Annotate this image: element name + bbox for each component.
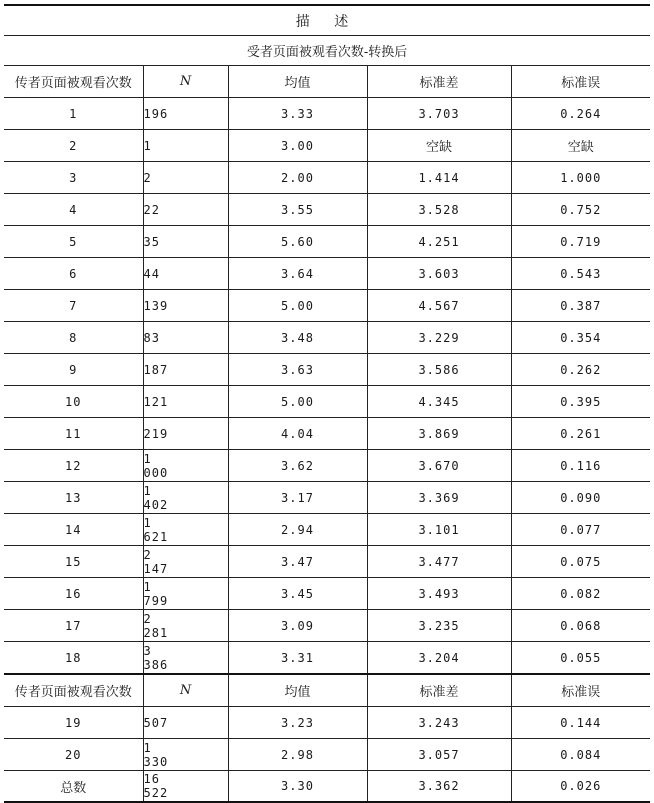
std-err-cell: 0.262 bbox=[511, 354, 650, 386]
std-err-cell: 0.752 bbox=[511, 194, 650, 226]
table-subtitle: 受者页面被观看次数-转换后 bbox=[4, 36, 650, 66]
std-dev-cell: 3.670 bbox=[367, 450, 511, 482]
std-err-cell: 0.144 bbox=[511, 707, 650, 739]
std-dev-cell: 4.251 bbox=[367, 226, 511, 258]
std-err-cell: 0.090 bbox=[511, 482, 650, 514]
mean-cell: 3.45 bbox=[228, 578, 367, 610]
n-cell: 83 bbox=[143, 322, 228, 354]
mean-cell: 3.62 bbox=[228, 450, 367, 482]
std-err-cell: 空缺 bbox=[511, 130, 650, 162]
std-err-cell: 0.395 bbox=[511, 386, 650, 418]
std-dev-cell: 4.345 bbox=[367, 386, 511, 418]
n-cell: 3 386 bbox=[143, 642, 228, 675]
table-row bbox=[4, 354, 650, 386]
mean-cell: 3.17 bbox=[228, 482, 367, 514]
views-cell: 12 bbox=[4, 450, 143, 482]
mean-cell: 2.94 bbox=[228, 514, 367, 546]
mean-cell: 2.00 bbox=[228, 162, 367, 194]
std-err-cell: 0.084 bbox=[511, 739, 650, 771]
n-cell: 187 bbox=[143, 354, 228, 386]
std-err-cell: 0.026 bbox=[511, 771, 650, 803]
std-err-cell: 0.082 bbox=[511, 578, 650, 610]
std-err-cell: 1.000 bbox=[511, 162, 650, 194]
n-cell: 1 402 bbox=[143, 482, 228, 514]
table-subtitle-row bbox=[4, 36, 650, 66]
n-cell: 1 621 bbox=[143, 514, 228, 546]
table-row bbox=[4, 290, 650, 322]
column-header-std-dev: 标准差 bbox=[367, 674, 511, 707]
mean-cell: 5.00 bbox=[228, 386, 367, 418]
table-row bbox=[4, 514, 650, 546]
table-row bbox=[4, 130, 650, 162]
mean-cell: 3.48 bbox=[228, 322, 367, 354]
std-dev-cell: 3.869 bbox=[367, 418, 511, 450]
table-row bbox=[4, 418, 650, 450]
n-cell: 16 522 bbox=[143, 771, 228, 803]
n-cell: 196 bbox=[143, 98, 228, 130]
std-err-cell: 0.719 bbox=[511, 226, 650, 258]
views-cell: 1 bbox=[4, 98, 143, 130]
views-cell: 20 bbox=[4, 739, 143, 771]
table-row bbox=[4, 98, 650, 130]
views-cell: 5 bbox=[4, 226, 143, 258]
std-dev-cell: 3.493 bbox=[367, 578, 511, 610]
std-err-cell: 0.354 bbox=[511, 322, 650, 354]
n-cell: 2 147 bbox=[143, 546, 228, 578]
column-header-std-dev: 标准差 bbox=[367, 66, 511, 98]
n-cell: 139 bbox=[143, 290, 228, 322]
std-dev-cell: 空缺 bbox=[367, 130, 511, 162]
std-err-cell: 0.543 bbox=[511, 258, 650, 290]
mean-cell: 5.60 bbox=[228, 226, 367, 258]
n-cell: 22 bbox=[143, 194, 228, 226]
n-cell: 2 bbox=[143, 162, 228, 194]
views-cell: 6 bbox=[4, 258, 143, 290]
views-cell: 10 bbox=[4, 386, 143, 418]
views-cell: 13 bbox=[4, 482, 143, 514]
std-dev-cell: 1.414 bbox=[367, 162, 511, 194]
table-row bbox=[4, 739, 650, 771]
views-cell: 11 bbox=[4, 418, 143, 450]
table-row bbox=[4, 482, 650, 514]
std-dev-cell: 3.528 bbox=[367, 194, 511, 226]
mean-cell: 3.23 bbox=[228, 707, 367, 739]
n-cell: 121 bbox=[143, 386, 228, 418]
std-err-cell: 0.261 bbox=[511, 418, 650, 450]
std-err-cell: 0.055 bbox=[511, 642, 650, 675]
table-row bbox=[4, 707, 650, 739]
column-header-std-err: 标准误 bbox=[511, 66, 650, 98]
column-header-mean: 均值 bbox=[228, 66, 367, 98]
views-cell: 2 bbox=[4, 130, 143, 162]
std-dev-cell: 3.362 bbox=[367, 771, 511, 803]
std-err-cell: 0.387 bbox=[511, 290, 650, 322]
std-dev-cell: 3.101 bbox=[367, 514, 511, 546]
std-dev-cell: 3.369 bbox=[367, 482, 511, 514]
std-dev-cell: 4.567 bbox=[367, 290, 511, 322]
views-cell: 15 bbox=[4, 546, 143, 578]
views-cell: 17 bbox=[4, 610, 143, 642]
views-cell: 9 bbox=[4, 354, 143, 386]
mean-cell: 3.47 bbox=[228, 546, 367, 578]
descriptive-statistics-table bbox=[4, 4, 650, 803]
table-row bbox=[4, 162, 650, 194]
column-header-n: N bbox=[143, 674, 228, 707]
n-cell: 1 bbox=[143, 130, 228, 162]
mean-cell: 3.31 bbox=[228, 642, 367, 675]
column-header-mean: 均值 bbox=[228, 674, 367, 707]
std-dev-cell: 3.703 bbox=[367, 98, 511, 130]
table-row bbox=[4, 642, 650, 675]
mean-cell: 3.33 bbox=[228, 98, 367, 130]
mean-cell: 2.98 bbox=[228, 739, 367, 771]
table-header-row-repeat bbox=[4, 674, 650, 707]
table-row bbox=[4, 226, 650, 258]
column-header-n: N bbox=[143, 66, 228, 98]
table-row bbox=[4, 386, 650, 418]
views-cell: 14 bbox=[4, 514, 143, 546]
n-cell: 35 bbox=[143, 226, 228, 258]
std-dev-cell: 3.243 bbox=[367, 707, 511, 739]
mean-cell: 3.63 bbox=[228, 354, 367, 386]
views-cell: 8 bbox=[4, 322, 143, 354]
std-dev-cell: 3.235 bbox=[367, 610, 511, 642]
views-cell: 4 bbox=[4, 194, 143, 226]
table-row bbox=[4, 546, 650, 578]
std-dev-cell: 3.477 bbox=[367, 546, 511, 578]
std-dev-cell: 3.603 bbox=[367, 258, 511, 290]
std-dev-cell: 3.229 bbox=[367, 322, 511, 354]
column-header-views: 传者页面被观看次数 bbox=[4, 674, 143, 707]
n-cell: 219 bbox=[143, 418, 228, 450]
total-row bbox=[4, 771, 650, 803]
n-cell: 1 000 bbox=[143, 450, 228, 482]
mean-cell: 4.04 bbox=[228, 418, 367, 450]
mean-cell: 3.30 bbox=[228, 771, 367, 803]
std-err-cell: 0.077 bbox=[511, 514, 650, 546]
mean-cell: 3.55 bbox=[228, 194, 367, 226]
mean-cell: 3.09 bbox=[228, 610, 367, 642]
column-header-views: 传者页面被观看次数 bbox=[4, 66, 143, 98]
mean-cell: 3.00 bbox=[228, 130, 367, 162]
table-row bbox=[4, 194, 650, 226]
std-err-cell: 0.116 bbox=[511, 450, 650, 482]
std-dev-cell: 3.586 bbox=[367, 354, 511, 386]
table-header-row bbox=[4, 66, 650, 98]
table-title: 描 述 bbox=[4, 5, 650, 36]
n-cell: 44 bbox=[143, 258, 228, 290]
std-err-cell: 0.068 bbox=[511, 610, 650, 642]
table-row bbox=[4, 450, 650, 482]
std-err-cell: 0.264 bbox=[511, 98, 650, 130]
std-dev-cell: 3.057 bbox=[367, 739, 511, 771]
views-cell: 总数 bbox=[4, 771, 143, 803]
mean-cell: 3.64 bbox=[228, 258, 367, 290]
std-err-cell: 0.075 bbox=[511, 546, 650, 578]
column-header-std-err: 标准误 bbox=[511, 674, 650, 707]
views-cell: 3 bbox=[4, 162, 143, 194]
views-cell: 16 bbox=[4, 578, 143, 610]
views-cell: 18 bbox=[4, 642, 143, 675]
table-row bbox=[4, 610, 650, 642]
mean-cell: 5.00 bbox=[228, 290, 367, 322]
table-title-row bbox=[4, 5, 650, 36]
n-cell: 2 281 bbox=[143, 610, 228, 642]
table-row bbox=[4, 578, 650, 610]
table-row bbox=[4, 322, 650, 354]
std-dev-cell: 3.204 bbox=[367, 642, 511, 675]
views-cell: 7 bbox=[4, 290, 143, 322]
table-row bbox=[4, 258, 650, 290]
n-cell: 1 330 bbox=[143, 739, 228, 771]
n-cell: 1 799 bbox=[143, 578, 228, 610]
n-cell: 507 bbox=[143, 707, 228, 739]
views-cell: 19 bbox=[4, 707, 143, 739]
